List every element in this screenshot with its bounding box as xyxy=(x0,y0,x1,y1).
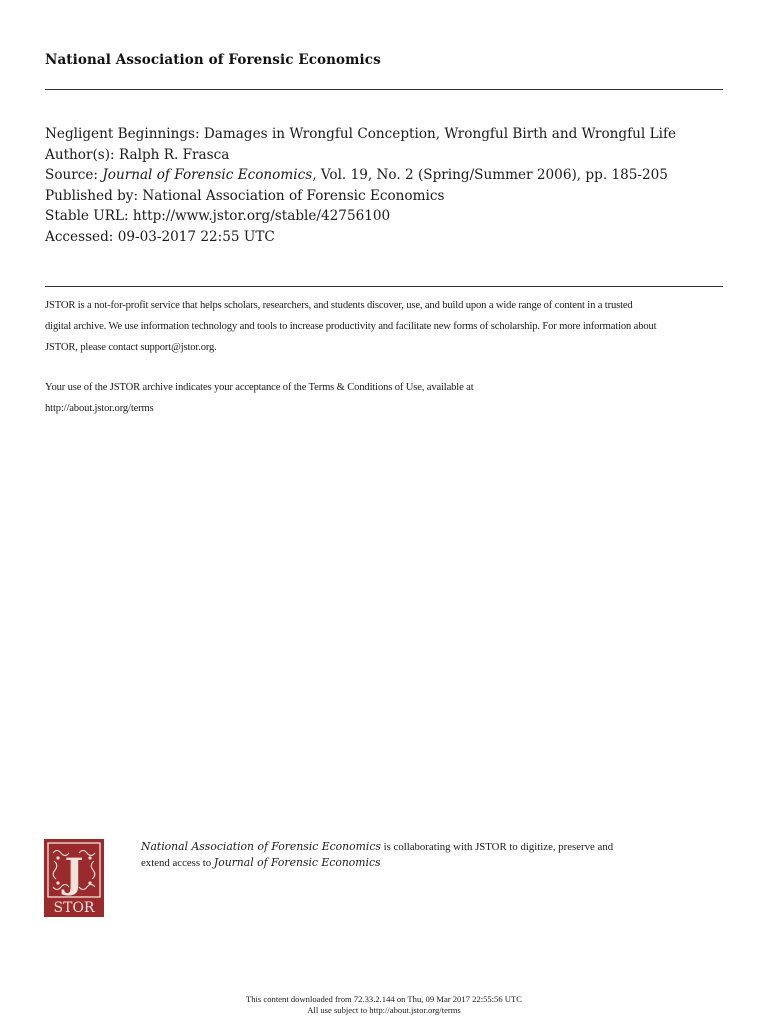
collaboration-text-1: is collaborating with JSTOR to digitize, preserve and xyxy=(380,841,614,853)
article-stable-url[interactable]: Stable URL: http://www.jstor.org/stable/42756100 xyxy=(45,208,391,225)
terms-line-1: Your use of the JSTOR archive indicates your acceptance of the Terms & Conditions of Use, available at xyxy=(45,382,474,393)
article-source xyxy=(45,165,725,186)
source-prefix: Source: xyxy=(45,167,103,184)
download-footer xyxy=(0,994,768,1015)
footer-line-1: This content downloaded from 72.33.2.144 on Thu, 09 Mar 2017 22:55:56 UTC xyxy=(245,994,522,1004)
jstor-logo-graphic xyxy=(44,839,104,917)
publisher-heading: National Association of Forensic Economics xyxy=(45,52,381,68)
terms-link[interactable]: http://about.jstor.org/terms xyxy=(45,403,154,414)
jstor-logo xyxy=(44,839,104,917)
article-title: Negligent Beginnings: Damages in Wrongful Conception, Wrongful Birth and Wrongful Life xyxy=(45,126,677,142)
middle-divider xyxy=(45,286,723,287)
source-journal: Journal of Forensic Economics xyxy=(102,167,313,184)
article-accessed: Accessed: 09-03-2017 22:55 UTC xyxy=(45,228,275,245)
collaboration-journal: Journal of Forensic Economics xyxy=(213,856,381,869)
jstor-notice xyxy=(45,295,725,358)
notice-line-2: digital archive. We use information technology and tools to increase productivity and facilitate new forms of scholarship. For more information about xyxy=(45,321,657,332)
article-published-by: Published by: National Association of Forensic Economics xyxy=(45,187,445,204)
collaboration-line-2 xyxy=(141,855,701,871)
article-authors: Author(s): Ralph R. Frasca xyxy=(45,146,230,163)
article-metadata xyxy=(45,124,725,248)
notice-line-3: JSTOR, please contact support@jstor.org. xyxy=(45,342,217,353)
terms-notice xyxy=(45,377,725,419)
collaboration-text-2: extend access to xyxy=(141,857,214,869)
collaboration-publisher: National Association of Forensic Economics xyxy=(141,840,381,853)
logo-letter: J xyxy=(64,850,84,897)
notice-line-1: JSTOR is a not-for-profit service that helps scholars, researchers, and students discover, use, and build upon a wide range of content in a trusted xyxy=(45,300,633,311)
footer-line-2: All use subject to http://about.jstor.org/terms xyxy=(307,1004,461,1015)
collaboration-line-1 xyxy=(141,839,701,855)
logo-word: STOR xyxy=(53,900,95,916)
source-details: , Vol. 19, No. 2 (Spring/Summer 2006), pp. 185-205 xyxy=(312,167,668,184)
collaboration-statement xyxy=(141,839,701,871)
top-divider xyxy=(45,89,723,90)
